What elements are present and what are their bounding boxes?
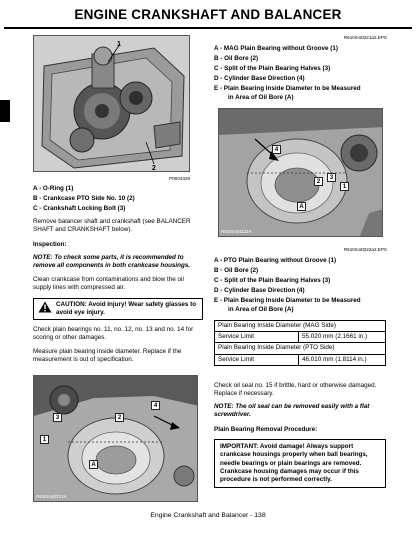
important-box (214, 439, 386, 488)
crankcase-photo (33, 35, 190, 172)
figure4-legend-b: B - Oil Bore (2) (214, 267, 259, 274)
mag-bearing-illustration (219, 109, 383, 237)
figure2-callout-a: A (297, 202, 306, 211)
figure2-callout-1: 1 (340, 182, 349, 191)
figure3-callout-1: 1 (40, 435, 49, 444)
oil-seal-note: NOTE: The oil seal can be removed easily with a flat screwdriver. (214, 403, 370, 419)
spec-pto-heading: Plain Bearing Inside Diameter (PTO Side) (215, 343, 386, 354)
crankcase-illustration (34, 36, 190, 172)
figure1-ref: P0004328 (169, 176, 190, 181)
figure3-callout-4: 4 (151, 401, 160, 410)
figure4-legend-c: C - Split of the Plain Bearing Halves (3) (214, 277, 331, 284)
spec-row-mag-limit (215, 332, 386, 343)
warning-triangle-icon (38, 301, 52, 313)
spec-mag-limit-label: Service Limit (215, 332, 299, 343)
caution-box (33, 298, 203, 320)
page-title: ENGINE CRANKSHAFT AND BALANCER (74, 7, 342, 22)
figure3-callout-a: A (89, 460, 98, 469)
figure1-callout-1: 1 (117, 41, 121, 48)
spec-pto-limit-label: Service Limit (215, 354, 299, 365)
figure4-ref: R610mott222a2.EPS (343, 247, 387, 252)
inspection-heading: Inspection: (33, 241, 67, 248)
important-text: IMPORTANT: Avoid damage! Always support crankcase housings properly when ball bearings, needle bearings or plain bearings are removed. Crankcase housing damages may occur if this procedure is not performed correctly. (220, 443, 368, 484)
figure2-ref: R610mott221a2.EPS (343, 35, 387, 40)
spec-mag-heading: Plain Bearing Inside Diameter (MAG Side) (215, 321, 386, 332)
title-rule (4, 27, 412, 29)
pto-crankcase-photo (33, 375, 198, 502)
figure4-legend-d: D - Cylinder Base Direction (4) (214, 287, 305, 294)
spec-pto-limit-value: 46.010 mm (1.8114 in.) (299, 354, 386, 365)
figure2-legend-d: D - Cylinder Base Direction (4) (214, 75, 305, 82)
figure2-callout-2: 2 (314, 177, 323, 186)
figure2-callout-4: 4 (272, 145, 281, 154)
inspection-note: NOTE: To check some parts, it is recommended to remove all components in both crankcase housings. (33, 254, 191, 270)
figure2-legend-b: B - Oil Bore (2) (214, 55, 259, 62)
figure1-legend-b: B - Crankcase PTO Side No. 10 (2) (33, 195, 135, 202)
clean-crankcase-text: Clean crankcase from contaminations and blow the oil supply lines with compressed air. (33, 276, 184, 292)
section-tab-marker (0, 100, 10, 122)
oil-seal-text: Check oil seal no. 15 if brittle, hard or otherwise damaged. Replace if necessary. (214, 382, 377, 398)
figure3-callout-2: 2 (115, 413, 124, 422)
figure2-photo-ref: R610mott222A (221, 229, 252, 234)
figure1-callout-2: 2 (152, 165, 156, 172)
figure3-ref: R610mott221A (36, 494, 67, 499)
spec-row-pto-heading (215, 343, 386, 354)
figure2-legend-c: C - Split of the Plain Bearing Halves (3) (214, 65, 331, 72)
figure2-callout-3: 3 (327, 173, 336, 182)
figure4-legend-e: E - Plain Bearing Inside Diameter to be Measured (214, 297, 361, 304)
figure4-legend-a: A - PTO Plain Bearing without Groove (1) (214, 257, 337, 264)
spec-row-mag-heading (215, 321, 386, 332)
page-footer: Engine Crankshaft and Balancer - 138 (150, 512, 266, 519)
figure1-legend-c: C - Crankshaft Locking Bolt (3) (33, 205, 126, 212)
figure2-legend-e-cont: in Area of Oil Bore (A) (228, 94, 294, 101)
caution-text: CAUTION: Avoid Injury! Wear safety glasses to avoid eye injury. (56, 301, 197, 317)
spec-mag-limit-value: 55.020 mm (2.1661 in.) (299, 332, 386, 343)
figure2-legend-a: A - MAG Plain Bearing without Groove (1) (214, 45, 338, 52)
figure2-legend-e: E - Plain Bearing Inside Diameter to be Measured (214, 85, 361, 92)
removal-procedure-heading: Plain Bearing Removal Procedure: (214, 426, 318, 433)
figure1-legend-a: A - O-Ring (1) (33, 185, 74, 192)
pto-bearing-illustration (34, 376, 198, 502)
figure3-callout-3: 3 (53, 413, 62, 422)
check-bearings-text: Check plain bearings no. 11, no. 12, no. 13 and no. 14 for scoring or other damages. (33, 326, 194, 342)
mag-crankcase-photo (218, 108, 383, 237)
remove-balancer-text: Remove balancer shaft and crankshaft (see BALANCER SHAFT and CRANKSHAFT below). (33, 218, 191, 234)
figure4-legend-e-cont: in Area of Oil Bore (A) (228, 306, 294, 313)
bearing-spec-table (214, 320, 386, 366)
measure-bearing-text: Measure plain bearing inside diameter. Replace if the measurement is out of specification. (33, 348, 182, 364)
spec-row-pto-limit (215, 354, 386, 365)
